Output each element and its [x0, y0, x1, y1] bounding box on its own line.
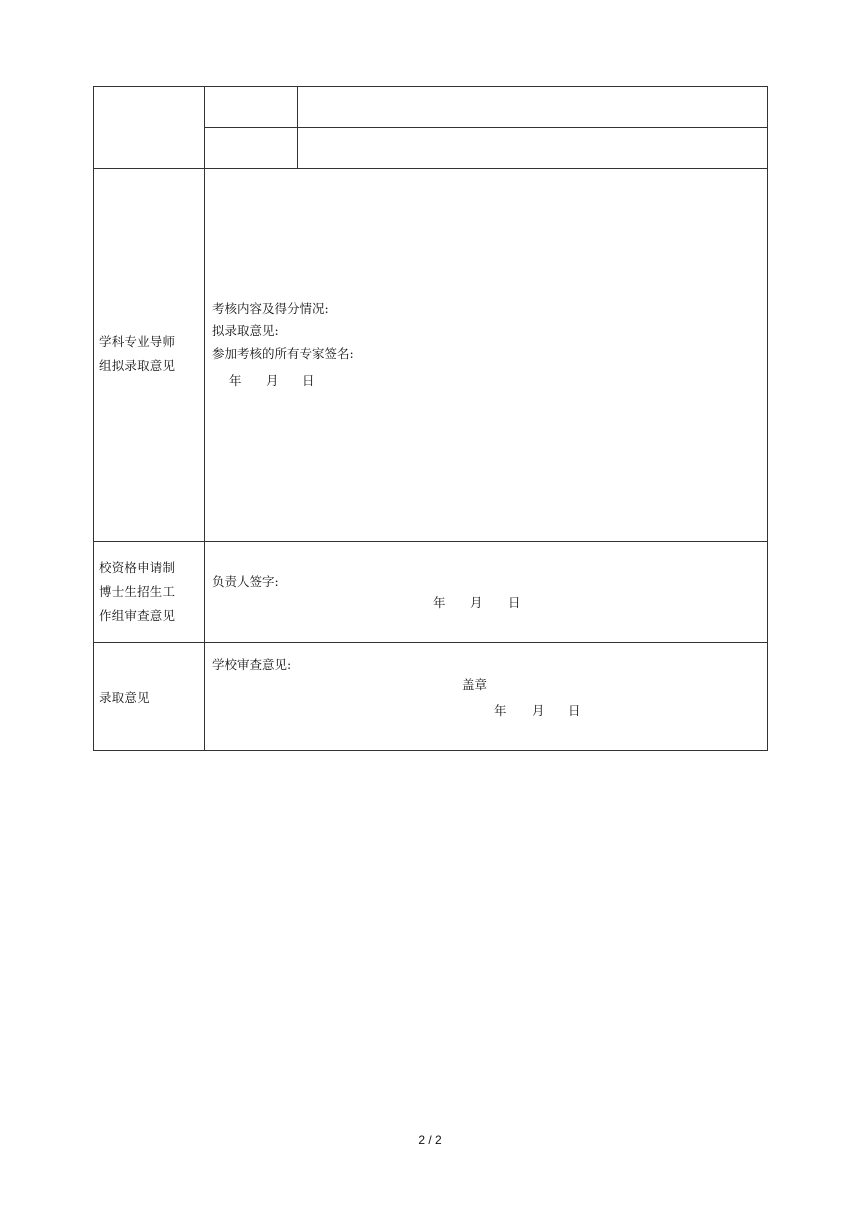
table-cell-empty: [298, 87, 767, 127]
date-day: 日: [302, 373, 315, 388]
school-review-label-line3: 作组审查意见: [99, 608, 176, 623]
seal-label: 盖章: [462, 677, 488, 692]
school-review-label-line2: 博士生招生工: [99, 584, 176, 599]
table-cell-empty: [298, 128, 767, 168]
school-review-label-line1: 校资格申请制: [99, 560, 176, 575]
table-border-bottom: [93, 750, 768, 751]
proposed-opinion-label: 拟录取意见:: [212, 323, 279, 338]
table-row-divider: [93, 168, 768, 169]
experts-signature-label: 参加考核的所有专家签名:: [212, 346, 354, 361]
date-year: 年: [229, 373, 242, 388]
table-cell-empty: [205, 128, 297, 168]
date-day: 日: [508, 595, 521, 610]
page-number: 2 / 2: [418, 1133, 442, 1147]
table-row-divider: [93, 642, 768, 643]
table-cell-empty: [94, 87, 204, 168]
school-review-opinion-label: 学校审查意见:: [212, 657, 292, 672]
date-month: 月: [266, 373, 279, 388]
responsible-signature-label: 负责人签字:: [212, 574, 279, 589]
date-day: 日: [568, 703, 581, 718]
subject-group-label-line1: 学科专业导师: [99, 334, 176, 349]
table-cell-empty: [205, 87, 297, 127]
subject-group-label-line2: 组拟录取意见: [99, 358, 176, 373]
date-month: 月: [470, 595, 483, 610]
table-border-left: [93, 86, 94, 751]
admission-label: 录取意见: [99, 690, 150, 705]
date-month: 月: [532, 703, 545, 718]
table-row-divider: [93, 541, 768, 542]
assessment-content-label: 考核内容及得分情况:: [212, 301, 329, 316]
date-year: 年: [494, 703, 507, 718]
table-border-right: [767, 86, 768, 751]
table-column-divider: [204, 86, 205, 751]
date-year: 年: [433, 595, 446, 610]
